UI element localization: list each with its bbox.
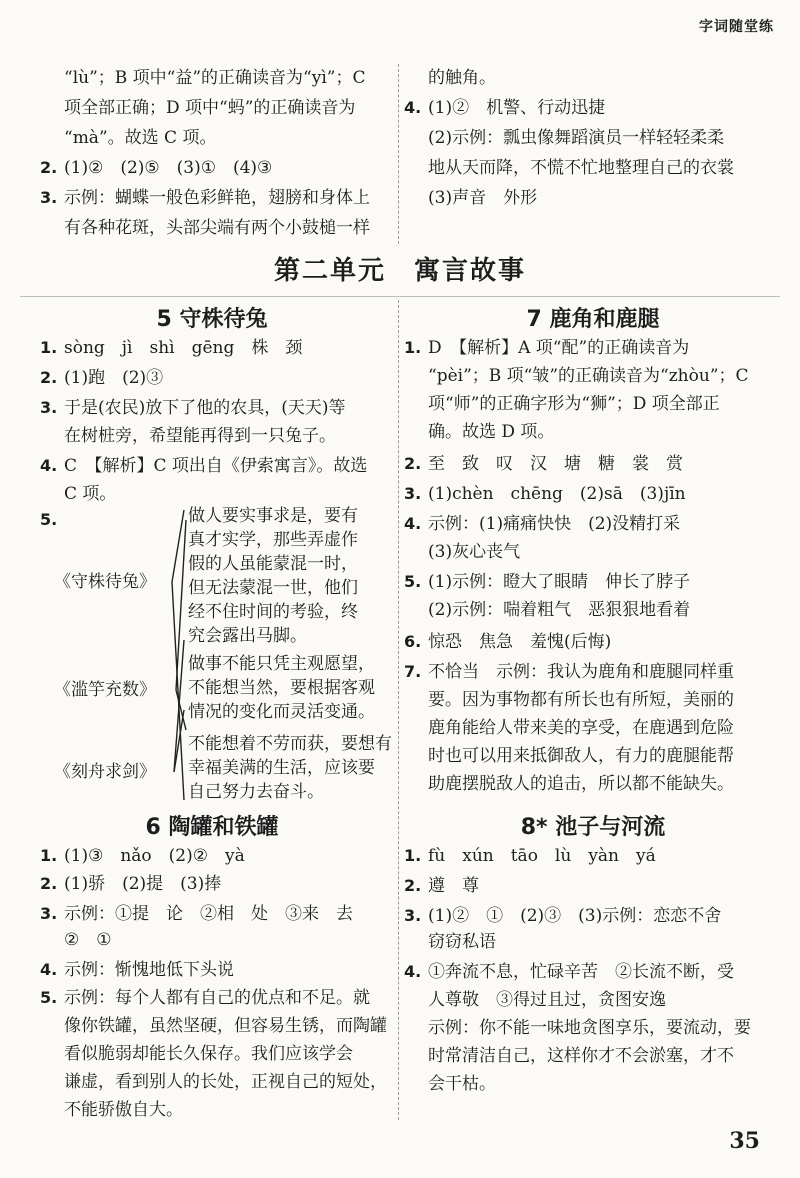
text-line: 示例：惭愧地低下头说: [64, 960, 234, 980]
item-number: 1.: [404, 338, 422, 357]
text-line: 鹿角能给人带来美的享受，在鹿遇到危险: [428, 718, 734, 738]
text-line: C 项。: [64, 484, 117, 504]
text-line: 项“师”的正确字形为“狮”；D 项全部正: [428, 394, 720, 414]
match-right-line: 经不住时间的考验，终: [188, 602, 358, 622]
item-number: 6.: [404, 632, 422, 651]
text-line: 项全部正确；D 项中“蚂”的正确读音为: [64, 98, 356, 118]
text-line: (3)灰心丧气: [428, 542, 521, 562]
text-line: (1)跑 (2)③: [64, 368, 164, 388]
match-left-item: 《守株待兔》: [54, 572, 156, 592]
text-line: 惊恐 焦急 羞愧(后悔): [428, 632, 612, 652]
match-line: [174, 640, 184, 772]
text-line: 在树桩旁，希望能再得到一只兔子。: [64, 426, 336, 446]
item-number: 4.: [40, 960, 58, 979]
item-number: 3.: [40, 904, 58, 923]
item-number: 5.: [404, 572, 422, 591]
text-line: (1)② ① (2)③ (3)示例：恋恋不舍: [428, 906, 722, 926]
item-number: 1.: [404, 846, 422, 865]
text-line: (3)声音 外形: [428, 188, 538, 208]
match-right-line: 做事不能只凭主观愿望，: [188, 654, 375, 674]
text-line: 助鹿摆脱敌人的追击，所以都不能缺失。: [428, 774, 734, 794]
page-number: 35: [729, 1128, 760, 1154]
match-left-item: 《刻舟求剑》: [54, 762, 156, 782]
match-right-line: 做人要实事求是，要有: [188, 506, 358, 526]
text-line: (1)chèn chēng (2)sā (3)jīn: [428, 484, 686, 504]
text-line: 要。因为事物都有所长也有所短，美丽的: [428, 690, 734, 710]
text-line: 示例：①提 论 ②相 处 ③来 去: [64, 904, 353, 924]
match-right-line: 但无法蒙混一世，他们: [188, 578, 358, 598]
item-number: 3.: [404, 484, 422, 503]
text-line: “lù”；B 项中“益”的正确读音为“yì”；C: [64, 68, 366, 88]
item-number: 1.: [40, 338, 58, 357]
item-number: 1.: [40, 846, 58, 865]
text-line: 的触角。: [428, 68, 496, 88]
text-line: D 【解析】A 项“配”的正确读音为: [428, 338, 690, 358]
text-line: (1)骄 (2)提 (3)捧: [64, 874, 222, 894]
text-line: (1)② 机警、行动迅捷: [428, 98, 606, 118]
text-line: ② ①: [64, 930, 112, 950]
text-line: 时也可以用来抵御敌人，有力的鹿腿能帮: [428, 746, 734, 766]
text-line: 地从天而降，不慌不忙地整理自己的衣裳: [428, 158, 734, 178]
match-line: [172, 510, 184, 582]
text-line: 示例：每个人都有自己的优点和不足。就: [64, 988, 370, 1008]
text-line: 谦虚，看到别人的长处，正视自己的短处，: [64, 1072, 387, 1092]
unit-title: 第二单元 寓言故事: [273, 256, 526, 286]
text-line: 窃窃私语: [428, 932, 496, 952]
text-line: C 【解析】C 项出自《伊索寓言》。故选: [64, 456, 368, 476]
match-right-line: 不能想着不劳而获，要想有: [188, 734, 392, 754]
item-number: 2.: [40, 368, 58, 387]
text-line: 示例：(1)痛痛快快 (2)没精打采: [428, 514, 681, 534]
text-line: 遵 尊: [428, 876, 479, 896]
lesson-title: 7 鹿角和鹿腿: [526, 307, 660, 332]
text-line: 看似脆弱却能长久保存。我们应该学会: [64, 1044, 353, 1064]
text-line: 不能骄傲自大。: [64, 1100, 183, 1120]
lesson-title: 8* 池子与河流: [520, 815, 666, 840]
text-line: 确。故选 D 项。: [428, 422, 555, 442]
match-right-line: 假的人虽能蒙混一时，: [188, 554, 358, 574]
match-right-line: 不能想当然，要根据客观: [188, 678, 375, 698]
item-number: 4.: [40, 456, 58, 475]
text-line: 人尊敬 ③得过且过，贪图安逸: [428, 990, 666, 1010]
unit-rule: [20, 296, 780, 297]
header-tag: 字词随堂练: [699, 19, 774, 35]
text-line: (1)③ nǎo (2)② yà: [64, 846, 245, 866]
item-number: 5.: [40, 988, 58, 1007]
match-right-line: 真才实学，那些弄虚作: [188, 530, 358, 550]
match-right-line: 幸福美满的生活，应该要: [188, 758, 375, 778]
item-number: 3.: [40, 188, 58, 207]
match-right-line: 情况的变化而灵活变通。: [188, 702, 375, 722]
text-line: sòng jì shì gēng 株 颈: [64, 338, 303, 358]
text-line: 会干枯。: [428, 1074, 496, 1094]
column-divider-top: [398, 64, 399, 244]
text-line: (2)示例：瓢虫像舞蹈演员一样轻轻柔柔: [428, 128, 725, 148]
text-line: ①奔流不息，忙碌辛苦 ②长流不断，受: [428, 962, 734, 982]
item-number: 4.: [404, 98, 422, 117]
lesson-title: 6 陶罐和铁罐: [145, 815, 279, 840]
item-number: 2.: [404, 454, 422, 473]
text-line: 于是(农民)放下了他的农具，(天天)等: [64, 398, 346, 418]
text-line: 时常清洁自己，这样你才不会淤塞，才不: [428, 1046, 734, 1066]
item-number: 4.: [404, 514, 422, 533]
text-line: “mà”。故选 C 项。: [64, 128, 217, 148]
text-line: (1)示例：瞪大了眼睛 伸长了脖子: [428, 572, 691, 592]
item-number: 2.: [404, 876, 422, 895]
text-line: 至 致 叹 汉 塘 糖 裳 赏: [428, 454, 683, 474]
item-number: 3.: [40, 398, 58, 417]
match-left-item: 《滥竽充数》: [54, 680, 156, 700]
item-number: 3.: [404, 906, 422, 925]
match-right-line: 究会露出马脚。: [188, 626, 307, 646]
match-right-line: 自己努力去奋斗。: [188, 782, 324, 802]
item-number: 5.: [40, 510, 58, 529]
lesson-title: 5 守株待兔: [156, 307, 268, 332]
text-line: (1)② (2)⑤ (3)① (4)③: [64, 158, 273, 178]
item-number: 4.: [404, 962, 422, 981]
text-line: 有各种花斑，头部尖端有两个小鼓槌一样: [64, 218, 370, 238]
text-line: “pèi”；B 项“皱”的正确读音为“zhòu”；C: [428, 366, 749, 386]
text-line: 像你铁罐，虽然坚硬，但容易生锈，而陶罐: [64, 1016, 387, 1036]
text-line: 示例：蝴蝶一般色彩鲜艳，翅膀和身体上: [64, 188, 370, 208]
item-number: 7.: [404, 662, 422, 681]
text-line: (2)示例：喘着粗气 恶狠狠地看着: [428, 600, 691, 620]
text-line: fù xún tāo lù yàn yá: [428, 846, 656, 866]
text-line: 示例：你不能一味地贪图享乐，要流动，要: [428, 1018, 751, 1038]
column-divider-bottom: [398, 300, 399, 1120]
item-number: 2.: [40, 158, 58, 177]
item-number: 2.: [40, 874, 58, 893]
text-line: 不恰当 示例：我认为鹿角和鹿腿同样重: [428, 662, 734, 682]
